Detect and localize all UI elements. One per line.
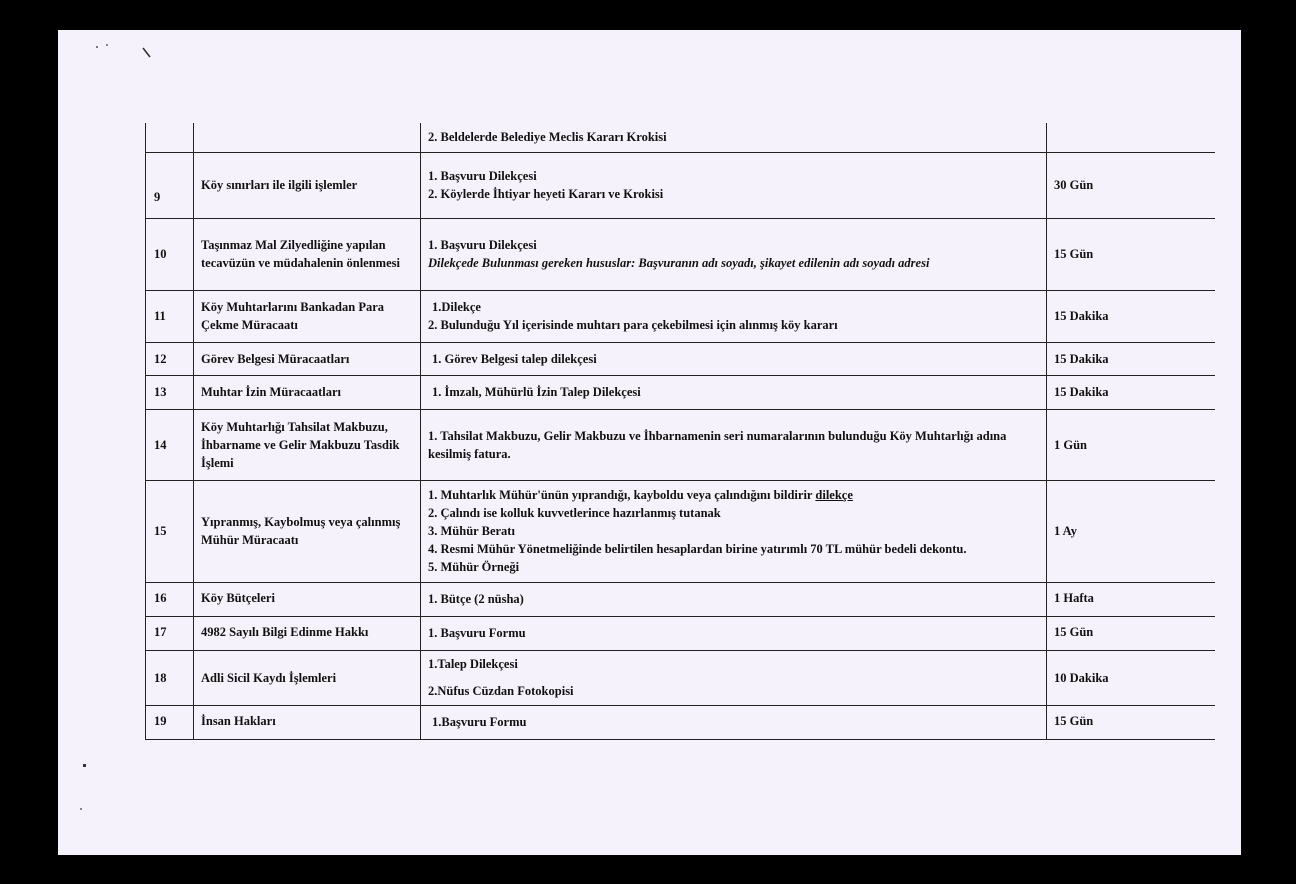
row-number: 16 bbox=[146, 582, 194, 616]
services-table bbox=[145, 123, 1215, 740]
subject-cell: Köy Bütçeleri bbox=[194, 582, 421, 616]
row-number: 17 bbox=[146, 616, 194, 650]
duration-cell: 15 Dakika bbox=[1047, 375, 1215, 409]
row-number: 9 bbox=[146, 152, 194, 218]
row-number: 14 bbox=[146, 409, 194, 480]
documents-cell bbox=[421, 123, 1047, 152]
document-item: 1. Bütçe (2 nüsha) bbox=[428, 592, 524, 606]
table-row bbox=[146, 582, 1215, 616]
document-item bbox=[428, 486, 1039, 504]
duration-cell: 15 Gün bbox=[1047, 616, 1215, 650]
duration-cell: 15 Dakika bbox=[1047, 342, 1215, 375]
document-item: 1.Dilekçe bbox=[432, 300, 481, 314]
document-item: 2.Nüfus Cüzdan Fotokopisi bbox=[428, 684, 574, 698]
document-item: 1.Başvuru Formu bbox=[432, 715, 527, 729]
document-item: 1. İmzalı, Mühürlü İzin Talep Dilekçesi bbox=[432, 385, 641, 399]
document-item: 1. Başvuru Formu bbox=[428, 626, 526, 640]
documents-cell bbox=[421, 290, 1047, 342]
duration-cell: 10 Dakika bbox=[1047, 650, 1215, 705]
document-item: 2. Bulunduğu Yıl içerisinde muhtarı para çekebilmesi için alınmış köy kararı bbox=[428, 318, 838, 332]
documents-cell bbox=[421, 152, 1047, 218]
subject-cell: Görev Belgesi Müracaatları bbox=[194, 342, 421, 375]
row-number: 18 bbox=[146, 650, 194, 705]
subject-cell: İnsan Hakları bbox=[194, 705, 421, 739]
table-row bbox=[146, 123, 1215, 152]
subject-cell: Muhtar İzin Müracaatları bbox=[194, 375, 421, 409]
documents-cell: 1. Tahsilat Makbuzu, Gelir Makbuzu ve İhbarnamenin seri numaralarının bulunduğu Köy Muhtarlığı adına kesilmiş fatura. bbox=[421, 409, 1047, 480]
document-item: 1. Başvuru Dilekçesi bbox=[428, 169, 537, 183]
row-number: 19 bbox=[146, 705, 194, 739]
documents-cell bbox=[421, 616, 1047, 650]
document-item-text: 1. Muhtarlık Mühür'ünün yıprandığı, kayboldu veya çalındığını bildirir bbox=[428, 488, 816, 502]
duration-cell: 1 Hafta bbox=[1047, 582, 1215, 616]
table-row bbox=[146, 218, 1215, 290]
duration-cell: 1 Gün bbox=[1047, 409, 1215, 480]
document-item: 1. Başvuru Dilekçesi bbox=[428, 238, 537, 252]
document-item: 2. Köylerde İhtiyar heyeti Kararı ve Krokisi bbox=[428, 187, 664, 201]
duration-cell: 30 Gün bbox=[1047, 152, 1215, 218]
row-number: 15 bbox=[146, 480, 194, 582]
subject-cell: Yıpranmış, Kaybolmuş veya çalınmış Mühür Müracaatı bbox=[194, 480, 421, 582]
table-row bbox=[146, 480, 1215, 582]
row-number-cell bbox=[146, 123, 194, 152]
document-item: 3. Mühür Beratı bbox=[428, 524, 515, 538]
document-item: 5. Mühür Örneği bbox=[428, 560, 520, 574]
subject-cell: Taşınmaz Mal Zilyedliğine yapılan tecavüzün ve müdahalenin önlenmesi bbox=[194, 218, 421, 290]
subject-cell: Adli Sicil Kaydı İşlemleri bbox=[194, 650, 421, 705]
row-number: 10 bbox=[146, 218, 194, 290]
table-row bbox=[146, 290, 1215, 342]
subject-cell: 4982 Sayılı Bilgi Edinme Hakkı bbox=[194, 616, 421, 650]
table-row bbox=[146, 375, 1215, 409]
documents-cell bbox=[421, 480, 1047, 582]
documents-cell bbox=[421, 218, 1047, 290]
table-row bbox=[146, 342, 1215, 375]
duration-cell: 15 Gün bbox=[1047, 218, 1215, 290]
subject-cell bbox=[194, 123, 421, 152]
row-number: 13 bbox=[146, 375, 194, 409]
documents-cell bbox=[421, 375, 1047, 409]
document-note: Dilekçede Bulunması gereken hususlar: Başvuranın adı soyadı, şikayet edilenin adı soyadı adresi bbox=[428, 256, 930, 270]
row-number: 11 bbox=[146, 290, 194, 342]
duration-cell: 15 Dakika bbox=[1047, 290, 1215, 342]
document-item: 1.Talep Dilekçesi bbox=[428, 657, 518, 671]
documents-cell bbox=[421, 705, 1047, 739]
table-row bbox=[146, 409, 1215, 480]
document-item: 2. Beldelerde Belediye Meclis Kararı Krokisi bbox=[428, 130, 667, 145]
table-row bbox=[146, 650, 1215, 705]
documents-cell bbox=[421, 342, 1047, 375]
documents-cell bbox=[421, 650, 1047, 705]
table-row bbox=[146, 705, 1215, 739]
document-item: 2. Çalındı ise kolluk kuvvetlerince hazırlanmış tutanak bbox=[428, 506, 721, 520]
subject-cell: Köy Muhtarlığı Tahsilat Makbuzu, İhbarname ve Gelir Makbuzu Tasdik İşlemi bbox=[194, 409, 421, 480]
documents-cell bbox=[421, 582, 1047, 616]
duration-cell bbox=[1047, 123, 1215, 152]
subject-cell: Köy Muhtarlarını Bankadan Para Çekme Müracaatı bbox=[194, 290, 421, 342]
document-item: 1. Görev Belgesi talep dilekçesi bbox=[432, 351, 597, 366]
table-row bbox=[146, 616, 1215, 650]
row-number: 12 bbox=[146, 342, 194, 375]
document-item-underlined: dilekçe bbox=[815, 488, 853, 502]
subject-cell: Köy sınırları ile ilgili işlemler bbox=[194, 152, 421, 218]
table-row bbox=[146, 152, 1215, 218]
document-item: 4. Resmi Mühür Yönetmeliğinde belirtilen hesaplardan birine yatırımlı 70 TL mühür bedeli dekontu. bbox=[428, 542, 967, 556]
duration-cell: 15 Gün bbox=[1047, 705, 1215, 739]
duration-cell: 1 Ay bbox=[1047, 480, 1215, 582]
